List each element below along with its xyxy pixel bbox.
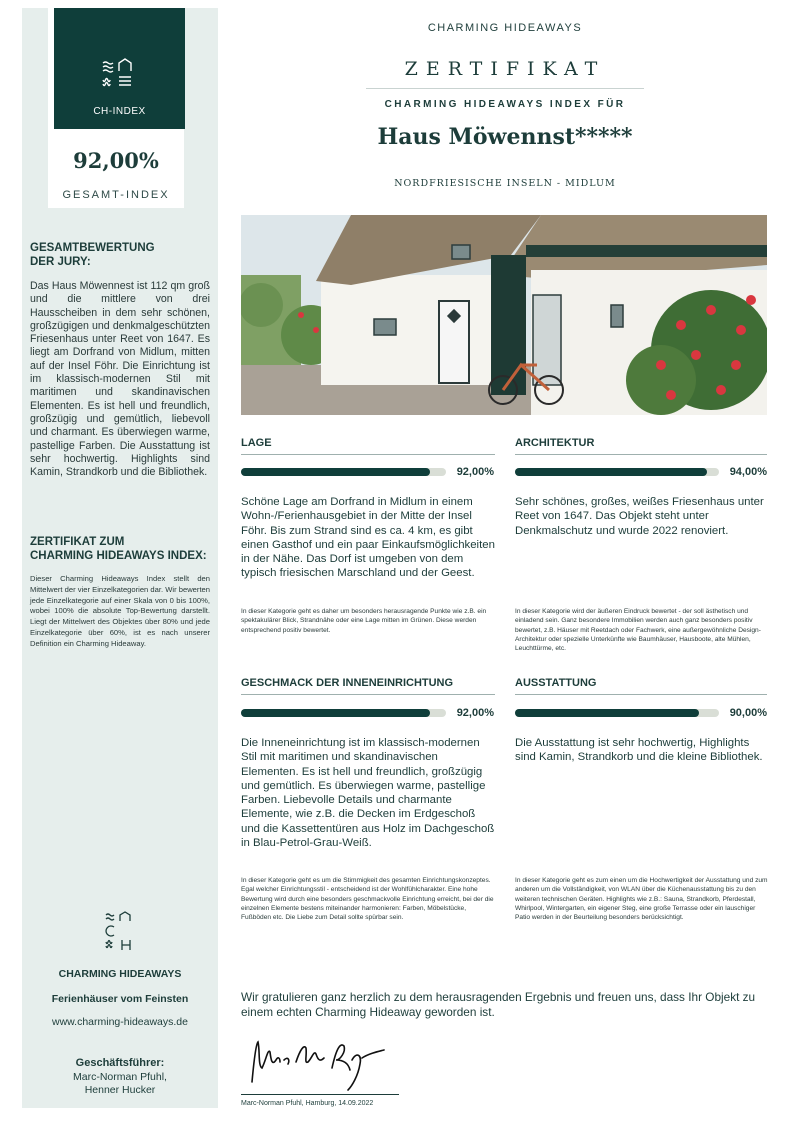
progress-bar-geschmack (241, 709, 446, 717)
progress-fill-ausstattung (515, 709, 699, 717)
overall-score-label: GESAMT-INDEX (62, 189, 170, 201)
manager-name-2: Henner Hucker (84, 1084, 156, 1096)
category-title-architektur: ARCHITEKTUR (515, 437, 595, 449)
category-title-lage: LAGE (241, 437, 272, 449)
category-rule-ausstattung (515, 694, 767, 695)
jury-heading-line-1: GESAMTBEWERTUNG (30, 242, 155, 254)
note-lage: In dieser Kategorie geht es daher um besonders herausragende Punkte wie z.B. ein spektakulärer Blick, Strandnähe oder eine Lage mitten im Grünen. Diese werden entsprechend positiv bewertet. (241, 608, 487, 634)
brand-name: CHARMING HIDEAWAYS (427, 22, 583, 34)
certificate-subtitle: CHARMING HIDEAWAYS INDEX FÜR (384, 99, 626, 110)
category-rule-geschmack (241, 694, 495, 695)
cert-text: Dieser Charming Hideaways Index stellt den Mittelwert der vier Einzelkategorien dar. Wir bewerten jede Einzelkategorie auf einer Skala von 0 bis 100%, wobei 100% die absolute Top-Bewertung darstellt. Liegt der Mittelwert des Objektes über 80% und jede Einzelkategorie über 60%, ist es nach unserer Definition ein Charming Hideaway. (30, 574, 210, 648)
progress-bar-architektur (515, 468, 719, 476)
progress-fill-architektur (515, 468, 707, 476)
jury-heading-line-2: DER JURY: (30, 256, 91, 268)
signature-line (241, 1094, 399, 1095)
house-name: Haus Möwennst***** (377, 124, 633, 150)
waves-house-logo-icon (54, 58, 185, 97)
manager-label: Geschäftsführer: (75, 1057, 165, 1069)
progress-fill-geschmack (241, 709, 430, 717)
description-ausstattung: Die Ausstattung ist sehr hochwertig, Highlights sind Kamin, Strandkorb und die kleine Bibliothek. (515, 737, 763, 764)
certificate-title: ZERTIFIKAT (404, 58, 606, 80)
score-lage: 92,00% (456, 466, 494, 478)
cert-heading (30, 535, 207, 563)
note-geschmack: In dieser Kategorie geht es um die Stimmigkeit des gesamten Einrichtungskonzeptes. Egal welcher Einrichtungsstil - entscheidend ist der Wohlfühlcharakter. Eine hohe Bewertung wird durch eine besonders geschmackvolle Einrichtung erreicht, bei der die einzelnen Elemente bestens miteinander harmonieren: Farben, Möbelstücke, Fußböden etc. Die Liebe zum Detail sollte spürbar sein. (241, 877, 494, 922)
progress-bar-ausstattung (515, 709, 719, 717)
cert-heading-line-1: ZERTIFIKAT ZUM (30, 536, 125, 548)
title-divider (366, 88, 644, 89)
brand-logo (400, 22, 610, 34)
signature-caption: Marc-Norman Pfuhl, Hamburg, 14.09.2022 (241, 1100, 374, 1107)
overall-score: 92,00% (73, 148, 159, 173)
house-region: NORDFRIESISCHE INSELN - MIDLUM (394, 178, 616, 189)
badge-label: CH-INDEX (93, 106, 146, 117)
signature-image (244, 1030, 400, 1094)
category-rule-lage (241, 454, 495, 455)
note-ausstattung: In dieser Kategorie geht es zum einen um die Hochwertigkeit der Ausstattung und zum anderen um die Vollständigkeit, von WLAN über die Küchenausstattung bis zu den weiteren technischen Geräten. Highlights wie z.B.: Sauna, Strandkorb, Pferdestall, Whirlpool, Wintergarten, ein eigener Steg, eine große Terrasse oder ein lauschiger Patio werden in der Beurteilung besonders berücksichtigt. (515, 877, 768, 922)
company-website: www.charming-hideaways.de (52, 1016, 188, 1028)
score-ausstattung: 90,00% (729, 707, 767, 719)
cert-heading-line-2: CHARMING HIDEAWAYS INDEX: (30, 550, 207, 562)
company-tagline: Ferienhäuser vom Feinsten (51, 993, 189, 1005)
ch-monogram-icon (102, 910, 134, 957)
manager-name-1: Marc-Norman Pfuhl, (73, 1071, 167, 1083)
ch-index-badge (54, 8, 185, 129)
category-title-ausstattung: AUSSTATTUNG (515, 677, 597, 689)
progress-fill-lage (241, 468, 430, 476)
progress-bar-lage (241, 468, 446, 476)
jury-heading (30, 241, 155, 269)
score-geschmack: 92,00% (456, 707, 494, 719)
description-geschmack: Die Inneneinrichtung ist im klassisch-modernen Stil mit maritimen und skandinavischen Elementen. Es ist hell und freundlich, großzügig und gemütlich. Es überwiegen warme, pastellige Farben. Liebevolle Details und charmante Elemente, wie z.B. die Decken im Erdgeschoß und die Kassettentüren aus Holz im Dachgeschoß in Blau-Petrol-Grau-Weiß. (241, 737, 495, 850)
description-architektur: Sehr schönes, großes, weißes Friesenhaus unter Reet von 1647. Das Objekt steht unter Denkmalschutz und wurde 2022 renoviert. (515, 496, 764, 537)
congratulations-text: Wir gratulieren ganz herzlich zu dem herausragenden Ergebnis und freuen uns, dass Ihr Objekt zu einem echten Charming Hideaway geworden ist. (241, 990, 756, 1019)
house-photo (241, 215, 767, 415)
category-rule-architektur (515, 454, 767, 455)
company-name: CHARMING HIDEAWAYS (58, 968, 182, 980)
score-architektur: 94,00% (729, 466, 767, 478)
note-architektur: In dieser Kategorie wird der äußeren Eindruck bewertet - der soll ästhetisch und einladend sein. Ganz besondere Immobilien werden auch ganz besonders positiv bewertet, z.B. Häuser mit Reetdach oder Fachwerk, eine außergewöhnliche Design-Architektur oder spezielle Unterkünfte wie Baumhäuser, Hausboote, alte Mühlen, Leuchttürme, etc. (515, 608, 761, 653)
category-title-geschmack: GESCHMACK DER INNENEINRICHTUNG (241, 677, 454, 689)
jury-text: Das Haus Möwennest ist 112 qm groß und die mittlere von drei Hausscheiben in dem sehr schönen, großzügigen und denkmalgeschützten Friesenhaus unter Reet von 1647. Es liegt am Dorfrand von Midlum, mitten auf der Insel Föhr. Die Einrichtung ist im klassisch-modernen Stil mit maritimen und skandinavischen Elementen. Es ist hell und freundlich, großzügig und gemütlich, liebevoll und charmant. Es überwiegen warme, pastellige Farben. Die Ausstattung ist sehr hochwertig. Highlights sind Kamin, Strandkorb und die Bibliothek. (30, 280, 210, 479)
description-lage: Schöne Lage am Dorfrand in Midlum in einem Wohn-/Ferienhausgebiet in der Mitte der Insel Föhr. Bis zum Strand sind es ca. 4 km, es gibt einen Gasthof und ein paar Einkaufsmöglichkeiten in der Nähe. Das Dorf ist umgeben von dem typisch friesischen Marschland und der Geest. (241, 496, 495, 580)
